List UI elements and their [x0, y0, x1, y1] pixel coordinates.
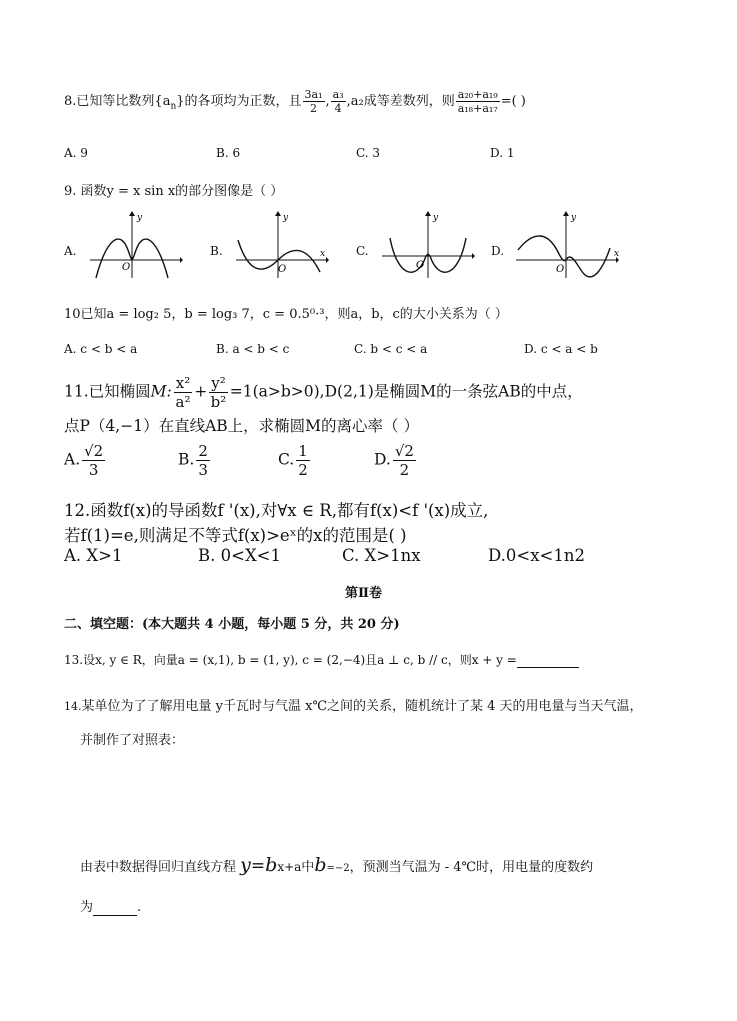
q9-graph-a [88, 210, 183, 280]
q13-stem: 13.设x, y ∈ R，向量a = (x,1), b = (1, y), c = (2,−4)且a ⊥ c, b // c，则x + y = [64, 651, 579, 668]
svg-text:x: x [320, 249, 326, 259]
q14-answer-blank [93, 900, 137, 916]
q10-option-c: C. b < c < a [354, 342, 428, 356]
q9-graph-d [514, 210, 620, 280]
svg-text:O: O [122, 262, 131, 273]
q14-b-hat: b [265, 854, 278, 876]
q11-option-d: D. $\frac{√2}{2}$ [374, 442, 414, 479]
q12-line2: 若f(1)=e,则满足不等式f(x)>eˣ的x的范围是( ) [64, 526, 407, 545]
q8-option-b: B. 6 [216, 146, 241, 160]
q9-stem: 9. 函数y = x sin x的部分图像是（ ） [64, 184, 284, 199]
q8-option-d: D. 1 [490, 146, 515, 160]
svg-text:y: y [433, 213, 439, 223]
q11-option-c: C. $\frac{1}{2}$ [278, 442, 308, 479]
q9-graph-c [380, 210, 475, 280]
svg-text:y: y [571, 213, 577, 223]
fill-in-header: 二、填空题：(本大题共 4 小题，每小题 5 分，共 20 分) [64, 617, 400, 632]
section-title: 第Ⅱ卷 [345, 586, 382, 601]
svg-text:O: O [278, 264, 287, 275]
q9-label-c: C. [356, 244, 369, 258]
q11-option-b: B. $\frac{2}{3}$ [178, 442, 208, 479]
q8-stem: 8.已知等比数列$\{a_n\}$的各项均为正数，且 $\frac{\text{3a₁}}{2}$ , $\frac{\text{a₃}}{4}$ ,a₂成等差数列，则 $\frac{\text{a₂₀+a₁₉}}{\text{a₁₈+a₁₇}}$ =( ) [64, 88, 526, 115]
svg-text:O: O [556, 264, 565, 275]
svg-text:O: O [416, 260, 425, 271]
q10-option-b: B. a < b < c [216, 342, 290, 356]
q8-option-c: C. 3 [356, 146, 381, 160]
q11-frac-x: $\frac{\text{x²}}{\text{a²}}$ [175, 374, 191, 411]
q9-label-a: A. [64, 244, 77, 258]
q11-frac-y: $\frac{\text{y²}}{\text{b²}}$ [210, 374, 227, 411]
q10-option-d: D. c < a < b [524, 342, 598, 356]
q10-stem: 10已知a = log₂ 5，b = log₃ 7，c = 0.5⁰·³，则a，b，c的大小关系为（ ） [64, 307, 508, 322]
q14-line1: 14.某单位为了了解用电量 y千瓦时与气温 x℃之间的关系，随机统计了某 4 天的用电量与当天气温， [64, 699, 643, 714]
q9-label-b: B. [210, 244, 223, 258]
q14-line2: 并制作了对照表： [80, 733, 185, 748]
q11-option-a: A. $\frac{√2}{3}$ [64, 442, 104, 479]
q8-frac-3: $\frac{\text{a₂₀+a₁₉}}{\text{a₁₈+a₁₇}}$ [457, 88, 498, 115]
q13-answer-blank [517, 653, 579, 668]
q14-line3: 由表中数据得回归直线方程 y=bx+a中b=−2，预测当气温为 - 4℃时，用电量的度数约 [80, 854, 594, 876]
q9-graph-b [234, 210, 329, 280]
q14-y-hat: y [240, 854, 251, 876]
q11-line1: 11.已知椭圆M: $\frac{\text{x²}}{\text{a²}}$ + $\frac{\text{y²}}{\text{b²}}$ =1(a>b>0),D(2,1)是椭圆M的一条弦AB的中点， [64, 374, 583, 411]
q12-line1: 12.函数f(x)的导函数f '(x),对∀x ∈ R,都有f(x)<f '(x)成立, [64, 501, 489, 520]
q9-label-d: D. [491, 244, 505, 258]
q8-option-a: A. 9 [64, 146, 88, 160]
svg-text:x: x [614, 249, 620, 259]
q10-option-a: A. c < b < a [64, 342, 138, 356]
q12-option-b: B. 0<X<1 [198, 546, 282, 565]
q11-line2: 点P（4,−1）在直线AB上，求椭圆M的离心率（ ） [64, 417, 419, 435]
q12-option-c: C. X>1nx [342, 546, 421, 565]
q8-frac-2: $\frac{\text{a₃}}{4}$ [332, 88, 344, 115]
svg-text:y: y [137, 213, 143, 223]
q12-option-d: D.0<x<1n2 [488, 546, 585, 565]
q14-line4: 为 . [80, 900, 142, 915]
q8-frac-1: $\frac{\text{3a₁}}{2}$ [304, 88, 323, 115]
svg-text:y: y [283, 213, 289, 223]
q12-option-a: A. X>1 [64, 546, 123, 565]
